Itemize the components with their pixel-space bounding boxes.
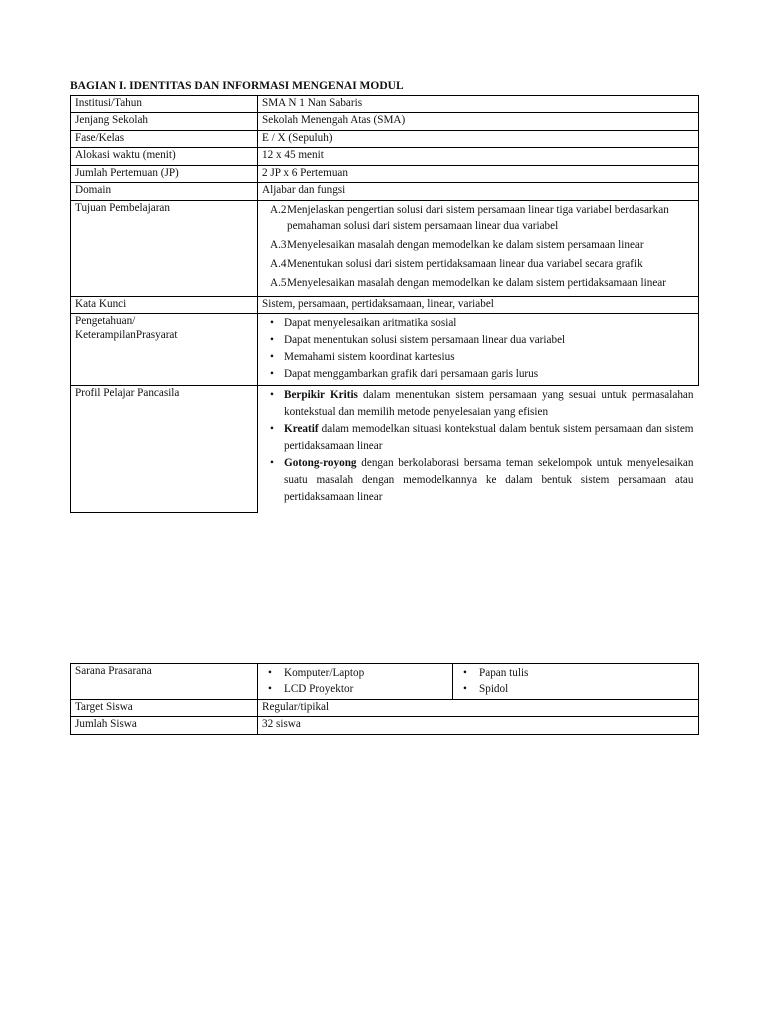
kata-kunci-value: Sistem, persamaan, pertidaksamaan, linear, variabel <box>258 296 699 313</box>
bullet-icon: • <box>268 683 272 695</box>
prasyarat-text: Dapat menentukan solusi sistem persamaan linear dua variabel <box>284 334 566 347</box>
profil-row <box>71 386 699 513</box>
sarana-label: Sarana Prasarana <box>71 664 258 700</box>
facilities-table <box>70 663 699 735</box>
jumlah-siswa-value: 32 siswa <box>258 717 699 734</box>
row-label: Domain <box>71 183 258 200</box>
bullet-icon: • <box>463 683 467 695</box>
row-value: Sekolah Menengah Atas (SMA) <box>258 113 699 130</box>
table-row <box>71 148 699 165</box>
list-item <box>457 665 693 681</box>
list-item <box>262 315 693 332</box>
sarana-row <box>71 664 699 700</box>
profil-keyword: Gotong-royong <box>284 457 357 470</box>
prasyarat-label-line: KeterampilanPrasyarat <box>75 328 178 341</box>
row-value: Aljabar dan fungsi <box>258 183 699 200</box>
objective-code: A.3 <box>270 238 287 251</box>
list-item <box>262 237 693 253</box>
bullet-icon: • <box>270 317 274 330</box>
prasyarat-text: Dapat menyelesaikan aritmatika sosial <box>284 317 457 330</box>
table-row <box>71 96 699 113</box>
list-item <box>262 256 693 272</box>
kata-kunci-label: Kata Kunci <box>71 296 258 313</box>
objective-code: A.2 <box>270 203 287 216</box>
table-row <box>71 296 699 313</box>
profil-list <box>258 386 699 513</box>
identity-table <box>70 95 699 513</box>
objective-text: Menyelesaikan masalah dengan memodelkan ke dalam sistem pertidaksamaan linear <box>287 276 666 289</box>
sarana-col1 <box>258 664 453 700</box>
profil-keyword: Berpikir Kritis <box>284 389 358 402</box>
row-label: Jumlah Pertemuan (JP) <box>71 165 258 182</box>
profil-keyword: Kreatif <box>284 423 319 436</box>
sarana-item: Komputer/Laptop <box>284 667 365 679</box>
row-label: Institusi/Tahun <box>71 96 258 113</box>
row-label: Fase/Kelas <box>71 130 258 147</box>
prasyarat-list <box>258 314 699 386</box>
list-item <box>262 387 694 421</box>
profil-text: dalam menentukan sistem persamaan yang sesuai untuk permasalahan kontekstual dan memilih metode penyelesaian yang efisien <box>284 389 694 419</box>
profil-text: dalam memodelkan situasi kontekstual dalam bentuk sistem persamaan dan sistem pertidaksamaan linear <box>284 423 694 453</box>
list-item <box>457 681 693 697</box>
profil-text: dengan berkolaborasi bersama teman sekelompok untuk menyelesaikan suatu masalah dengan memodelkannya ke dalam bentuk sistem persamaan atau pertidaksamaan linear <box>284 457 694 504</box>
tujuan-label: Tujuan Pembelajaran <box>71 200 258 296</box>
row-value: SMA N 1 Nan Sabaris <box>258 96 699 113</box>
objective-code: A.4 <box>270 257 287 270</box>
bullet-icon: • <box>270 457 274 470</box>
bullet-icon: • <box>270 423 274 436</box>
list-item <box>262 681 447 697</box>
tujuan-row <box>71 200 699 296</box>
bullet-icon: • <box>270 334 274 347</box>
table-row <box>71 113 699 130</box>
bullet-icon: • <box>270 389 274 402</box>
objective-text: Menjelaskan pengertian solusi dari sistem persamaan linear tiga variabel berdasarkan pemahaman solusi dari sistem persamaan linear dua variabel <box>287 203 669 232</box>
target-siswa-label: Target Siswa <box>71 700 258 717</box>
row-label: Jenjang Sekolah <box>71 113 258 130</box>
list-item <box>262 421 694 455</box>
list-item <box>262 455 694 506</box>
tujuan-list <box>258 200 699 296</box>
row-label: Alokasi waktu (menit) <box>71 148 258 165</box>
row-value: 2 JP x 6 Pertemuan <box>258 165 699 182</box>
target-siswa-value: Regular/tipikal <box>258 700 699 717</box>
table-row <box>71 130 699 147</box>
list-item <box>262 332 693 349</box>
list-item <box>262 366 693 383</box>
table-row <box>71 183 699 200</box>
bullet-icon: • <box>463 667 467 679</box>
row-value: 12 x 45 menit <box>258 148 699 165</box>
bullet-icon: • <box>270 368 274 381</box>
list-item <box>262 349 693 366</box>
list-item <box>262 275 693 291</box>
table-row <box>71 165 699 182</box>
prasyarat-text: Memahami sistem koordinat kartesius <box>284 351 455 364</box>
table-row <box>71 717 699 734</box>
sarana-item: LCD Proyektor <box>284 683 354 695</box>
list-item <box>262 665 447 681</box>
bullet-icon: • <box>268 667 272 679</box>
table-row <box>71 700 699 717</box>
prasyarat-label-line: Pengetahuan/ <box>75 315 136 328</box>
objective-code: A.5 <box>270 276 287 289</box>
section-title: BAGIAN I. IDENTITAS DAN INFORMASI MENGENAI MODUL <box>70 80 404 92</box>
objective-text: Menentukan solusi dari sistem pertidaksamaan linear dua variabel secara grafik <box>287 257 643 270</box>
jumlah-siswa-label: Jumlah Siswa <box>71 717 258 734</box>
bullet-icon: • <box>270 351 274 364</box>
sarana-col2 <box>453 664 699 700</box>
sarana-item: Papan tulis <box>479 667 529 679</box>
prasyarat-label <box>71 314 258 386</box>
sarana-item: Spidol <box>479 683 509 695</box>
list-item <box>262 202 693 234</box>
prasyarat-text: Dapat menggambarkan grafik dari persamaan garis lurus <box>284 368 539 381</box>
objective-text: Menyelesaikan masalah dengan memodelkan ke dalam sistem persamaan linear <box>287 238 644 251</box>
prasyarat-row <box>71 314 699 386</box>
row-value: E / X (Sepuluh) <box>258 130 699 147</box>
profil-label: Profil Pelajar Pancasila <box>71 386 258 513</box>
